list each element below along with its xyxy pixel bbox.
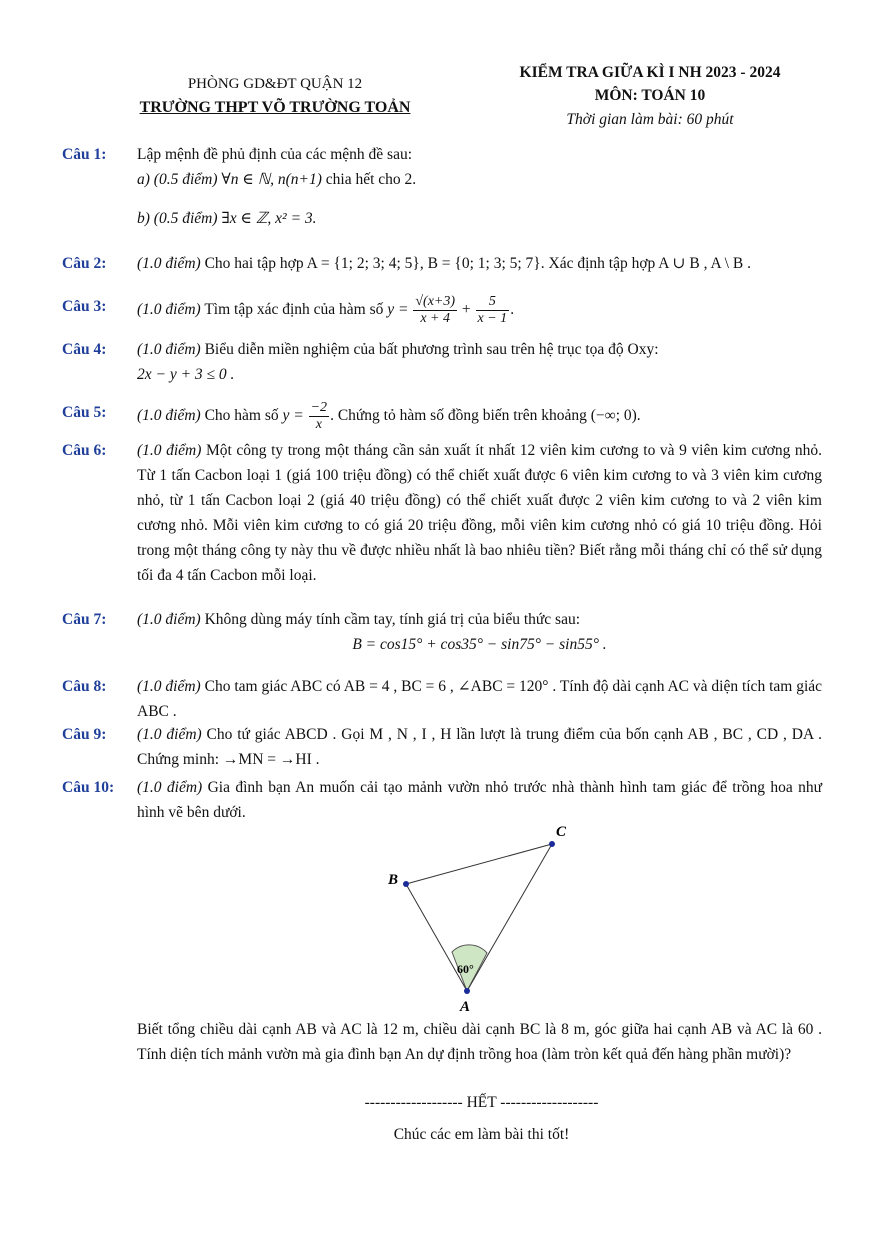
question-1b: b) (0.5 điểm) ∃x ∈ ℤ, x² = 3. — [137, 210, 317, 227]
question-10-continued — [62, 1017, 822, 1067]
question-text: Biết tổng chiều dài cạnh AB và AC là 12 m, chiều dài cạnh BC là 8 m, góc giữa hai cạnh AB và AC là 60 . Tính diện tích mảnh vườn mà gia đình bạn An dự định trồng hoa (làm tròn kết quả đến hàng phần mười)? — [137, 1021, 822, 1063]
question-4: Câu 4: (1.0 điểm) Biểu diễn miền nghiệm của bất phương trình sau trên hệ trục tọa độ Oxy: 2x − y + 3 ≤ 0 . — [62, 337, 822, 387]
question-label: Câu 4: — [62, 341, 107, 358]
question-label: Câu 5: — [62, 404, 107, 421]
question-10: Câu 10: (1.0 điểm) Gia đình bạn An muốn cải tạo mảnh vườn nhỏ trước nhà thành hình tam giác để trồng hoa như hình vẽ bên dưới. — [62, 775, 822, 825]
question-9: Câu 9: (1.0 điểm) Cho tứ giác ABCD . Gọi M , N , I , H lần lượt là trung điểm của bốn cạnh AB , BC , CD , DA . Chứng minh: →MN = →HI . — [62, 722, 822, 772]
school-name: TRƯỜNG THPT VÕ TRƯỜNG TOẢN — [139, 99, 411, 116]
fraction: $\frac{√(x+3)}{x + 4}$ — [415, 294, 456, 326]
question-text: Cho hai tập hợp A = {1; 2; 3; 4; 5}, B = {0; 1; 3; 5; 7}. Xác định tập hợp A ∪ B , A \ B . — [204, 255, 751, 272]
question-text: Gia đình bạn An muốn cải tạo mảnh vườn nhỏ trước nhà thành hình tam giác để trồng hoa như hình vẽ bên dưới. — [137, 779, 823, 821]
question-3: Câu 3: (1.0 điểm) Tìm tập xác định của hàm số y = $\frac{√(x+3)}{x + 4}$ + $\frac{5}{x - 1}$ . — [62, 294, 515, 326]
side-ac — [467, 844, 552, 991]
question-5: Câu 5: (1.0 điểm) Cho hàm số y = $\frac{-2}{x}$ . Chứng tỏ hàm số đồng biến trên khoảng (−∞; 0). — [62, 400, 641, 432]
point-b — [403, 881, 409, 887]
point-c — [549, 841, 555, 847]
question-text: Cho tứ giác ABCD . Gọi M , N , I , H lần lượt là trung điểm của bốn cạnh AB , BC , CD , DA . Chứng minh: →MN = →HI . — [137, 726, 823, 768]
fraction: $\frac{-2}{x}$ — [310, 400, 328, 432]
department-name: PHÒNG GD&ĐT QUẬN 12 — [187, 76, 363, 92]
question-1 — [62, 142, 822, 231]
label-a: A — [460, 999, 471, 1015]
question-text: Cho tam giác ABC có AB = 4 , BC = 6 , ∠ABC = 120° . Tính độ dài cạnh AC và diện tích tam giác ABC . — [137, 678, 823, 720]
question-1a: a) (0.5 điểm) ∀n ∈ ℕ, n(n+1) chia hết cho 2. — [137, 171, 417, 188]
fraction: $\frac{5}{x - 1}$ — [477, 294, 508, 326]
question-label: Câu 7: — [62, 611, 107, 628]
question-7: Câu 7: (1.0 điểm) Không dùng máy tính cầm tay, tính giá trị của biểu thức sau: B = cos15° + cos35° − sin75° − sin55° . — [62, 607, 822, 657]
point-a — [464, 988, 470, 994]
inequality: 2x − y + 3 ≤ 0 . — [137, 366, 235, 383]
question-text: Lập mệnh đề phủ định của các mệnh đề sau: — [137, 146, 413, 163]
question-label: Câu 3: — [62, 298, 107, 315]
question-2: Câu 2: (1.0 điểm) Cho hai tập hợp A = {1; 2; 3; 4; 5}, B = {0; 1; 3; 5; 7}. Xác định tập hợp A ∪ B , A \ B . — [62, 251, 822, 276]
expression: B = cos15° + cos35° − sin75° − sin55° . — [352, 636, 607, 653]
question-text: Biểu diễn miền nghiệm của bất phương trình sau trên hệ trục tọa độ Oxy: — [204, 341, 659, 358]
end-marker: ------------------- HẾT ------------------- — [364, 1094, 599, 1111]
question-6: Câu 6: (1.0 điểm) Một công ty trong một tháng cần sản xuất ít nhất 12 viên kim cương to và 9 viên kim cương nhỏ. Từ 1 tấn Cacbon loại 1 (giá 100 triệu đồng) có thể chiết xuất được 6 viên kim cương to và 3 viên kim cương nhỏ, từ 1 tấn Cacbon loại 2 (giá 40 triệu đồng) có thể chiết xuất được 2 viên kim cương to và 2 viên kim cương nhỏ. Mỗi viên kim cương to có giá 20 triệu đồng, mỗi viên kim cương nhỏ có giá 10 triệu đồng. Hỏi trong một tháng công ty này thu về được nhiều nhất là bao nhiêu tiền? Biết rằng mỗi tháng chỉ có thể sử dụng tối đa 4 tấn Cacbon mỗi loại. — [62, 438, 822, 588]
triangle-figure — [370, 820, 590, 1020]
question-label: Câu 9: — [62, 726, 107, 743]
label-c: C — [556, 824, 567, 840]
question-text: Một công ty trong một tháng cần sản xuất ít nhất 12 viên kim cương to và 9 viên kim cương nhỏ. Từ 1 tấn Cacbon loại 1 (giá 100 triệu đồng) có thể chiết xuất được 6 viên kim cương to và 3 viên kim cương nhỏ, từ 1 tấn Cacbon loại 2 (giá 40 triệu đồng) có thể chiết xuất được 2 viên kim cương to và 2 viên kim cương nhỏ. Mỗi viên kim cương to có giá 20 triệu đồng, mỗi viên kim cương nhỏ có giá 10 triệu đồng. Hỏi trong một tháng công ty này thu về được nhiều nhất là bao nhiêu tiền? Biết rằng mỗi tháng chỉ có thể sử dụng tối đa 4 tấn Cacbon mỗi loại. — [137, 442, 823, 584]
question-text: Không dùng máy tính cầm tay, tính giá trị của biểu thức sau: — [204, 611, 581, 628]
exam-subject: MÔN: TOÁN 10 — [594, 87, 706, 104]
closing-wish: Chúc các em làm bài thi tốt! — [393, 1126, 570, 1143]
question-8: Câu 8: (1.0 điểm) Cho tam giác ABC có AB = 4 , BC = 6 , ∠ABC = 120° . Tính độ dài cạnh AC và diện tích tam giác ABC . — [62, 674, 822, 724]
question-label: Câu 10: — [62, 779, 115, 796]
exam-title: KIỂM TRA GIỮA KÌ I NH 2023 - 2024 — [519, 64, 781, 81]
question-label: Câu 6: — [62, 442, 107, 459]
question-label: Câu 2: — [62, 255, 107, 272]
label-b: B — [388, 872, 399, 888]
question-label: Câu 8: — [62, 678, 107, 695]
question-text: Tìm tập xác định của hàm số — [204, 301, 384, 319]
side-bc — [406, 844, 552, 884]
exam-duration: Thời gian làm bài: 60 phút — [566, 111, 734, 128]
question-label: Câu 1: — [62, 146, 107, 163]
angle-label: 60° — [457, 962, 474, 976]
